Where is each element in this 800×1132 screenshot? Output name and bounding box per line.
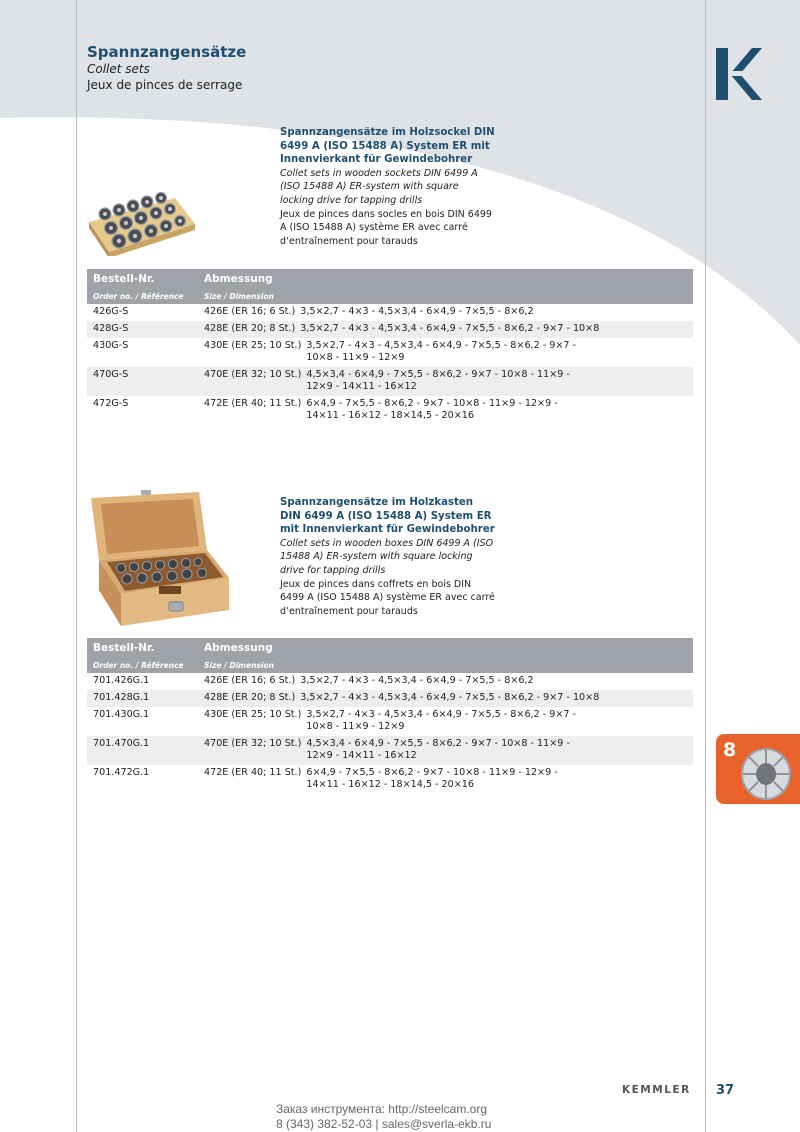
collet-type: 472E (ER 40; 11 St.) bbox=[204, 767, 302, 778]
dimensions: 3,5×2,7 - 4×3 - 4,5×3,4 - 6×4,9 - 7×5,5 - 8×6,2 bbox=[300, 675, 534, 686]
dimensions: 3,5×2,7 - 4×3 - 4,5×3,4 - 6×4,9 - 7×5,5 - 8×6,2 - 9×7 - 10×8 - 11×9 - 12×9 bbox=[306, 340, 577, 363]
order-number: 701.428G.1 bbox=[93, 692, 150, 703]
kemmler-k-logo-icon bbox=[716, 48, 762, 100]
table-header bbox=[87, 269, 693, 304]
column-header-size: Abmessung bbox=[204, 642, 273, 654]
description-en: Collet sets in wooden sockets DIN 6499 A (ISO 15488 A) ER-system with square locking drive for tapping drills bbox=[280, 167, 478, 206]
page-subtitle-fr: Jeux de pinces de serrage bbox=[87, 78, 243, 92]
table-row bbox=[87, 367, 693, 396]
order-number: 701.426G.1 bbox=[93, 675, 150, 686]
table-row bbox=[87, 321, 693, 338]
order-number: 701.470G.1 bbox=[93, 738, 150, 749]
column-header-order-no: Bestell-Nr. bbox=[93, 273, 155, 285]
column-subheader-order-no: Order no. / Référence bbox=[93, 292, 184, 301]
collet-type: 428E (ER 20; 8 St.) bbox=[204, 323, 296, 334]
collet-type: 430E (ER 25; 10 St.) bbox=[204, 709, 302, 720]
table-row bbox=[87, 396, 693, 425]
order-number: 430G-S bbox=[93, 340, 129, 351]
contact-line-phone-email: 8 (343) 382-52-03 | sales@sverla-ekb.ru bbox=[276, 1117, 492, 1131]
order-number: 701.430G.1 bbox=[93, 709, 150, 720]
order-number: 426G-S bbox=[93, 306, 129, 317]
table-row bbox=[87, 765, 693, 794]
column-header-order-no: Bestell-Nr. bbox=[93, 642, 155, 654]
description-de: Spannzangensätze im Holzkasten DIN 6499 A (ISO 15488 A) System ER mit Innenvierkant für Gewindebohrer bbox=[280, 497, 495, 536]
table-row bbox=[87, 690, 693, 707]
dimensions: 3,5×2,7 - 4×3 - 4,5×3,4 - 6×4,9 - 7×5,5 - 8×6,2 bbox=[300, 306, 534, 317]
column-subheader-order-no: Order no. / Référence bbox=[93, 661, 184, 670]
section-number: 8 bbox=[723, 739, 737, 761]
description-en: Collet sets in wooden boxes DIN 6499 A (ISO 15488 A) ER-system with square locking drive for tapping drills bbox=[280, 537, 494, 576]
product-description bbox=[280, 496, 495, 618]
brand-name: KEMMLER bbox=[622, 1084, 691, 1096]
dimensions: 4,5×3,4 - 6×4,9 - 7×5,5 - 8×6,2 - 9×7 - 10×8 - 11×9 - 12×9 - 14×11 - 16×12 bbox=[306, 738, 570, 761]
table-row bbox=[87, 736, 693, 765]
order-number: 472G-S bbox=[93, 398, 129, 409]
collet-type: 472E (ER 40; 11 St.) bbox=[204, 398, 302, 409]
order-table bbox=[87, 269, 693, 425]
column-subheader-size: Size / Dimension bbox=[204, 661, 274, 670]
column-header-size: Abmessung bbox=[204, 273, 273, 285]
dimensions: 3,5×2,7 - 4×3 - 4,5×3,4 - 6×4,9 - 7×5,5 - 8×6,2 - 9×7 - 10×8 bbox=[300, 323, 600, 334]
dimensions: 4,5×3,4 - 6×4,9 - 7×5,5 - 8×6,2 - 9×7 - 10×8 - 11×9 - 12×9 - 14×11 - 16×12 bbox=[306, 369, 570, 392]
collet-type: 430E (ER 25; 10 St.) bbox=[204, 340, 302, 351]
table-row bbox=[87, 673, 693, 690]
right-margin-rule bbox=[705, 0, 706, 1132]
section-tab[interactable] bbox=[716, 734, 800, 804]
collet-type: 426E (ER 16; 6 St.) bbox=[204, 675, 296, 686]
order-number: 701.472G.1 bbox=[93, 767, 150, 778]
order-number: 428G-S bbox=[93, 323, 129, 334]
collet-type: 470E (ER 32; 10 St.) bbox=[204, 369, 302, 380]
table-row bbox=[87, 304, 693, 321]
table-row bbox=[87, 707, 693, 736]
collets-in-wooden-socket-image bbox=[87, 176, 197, 256]
dimensions: 6×4,9 - 7×5,5 - 8×6,2 - 9×7 - 10×8 - 11×9 - 12×9 - 14×11 - 16×12 - 18×14,5 - 20×16 bbox=[306, 767, 558, 790]
dimensions: 3,5×2,7 - 4×3 - 4,5×3,4 - 6×4,9 - 7×5,5 - 8×6,2 - 9×7 - 10×8 bbox=[300, 692, 600, 703]
dimensions: 3,5×2,7 - 4×3 - 4,5×3,4 - 6×4,9 - 7×5,5 - 8×6,2 - 9×7 - 10×8 - 11×9 - 12×9 bbox=[306, 709, 577, 732]
collet-type: 470E (ER 32; 10 St.) bbox=[204, 738, 302, 749]
left-margin-rule bbox=[76, 0, 77, 1132]
collets-in-wooden-box-image bbox=[87, 490, 232, 628]
collet-type: 428E (ER 20; 8 St.) bbox=[204, 692, 296, 703]
order-table bbox=[87, 638, 693, 794]
contact-line-website: Заказ инструмента: http://steelcam.org bbox=[276, 1102, 488, 1116]
table-header bbox=[87, 638, 693, 673]
contact-info bbox=[276, 1102, 491, 1132]
page-title: Spannzangensätze bbox=[87, 43, 247, 61]
page-header bbox=[87, 43, 246, 93]
column-subheader-size: Size / Dimension bbox=[204, 292, 274, 301]
page-subtitle-en: Collet sets bbox=[87, 62, 150, 76]
collet-icon bbox=[736, 744, 796, 802]
collet-type: 426E (ER 16; 6 St.) bbox=[204, 306, 296, 317]
page-number: 37 bbox=[716, 1083, 735, 1098]
description-fr: Jeux de pinces dans coffrets en bois DIN 6499 A (ISO 15488 A) système ER avec carré d’entraînement pour tarauds bbox=[280, 578, 495, 617]
description-fr: Jeux de pinces dans socles en bois DIN 6499 A (ISO 15488 A) système ER avec carré d’entraînement pour tarauds bbox=[280, 208, 492, 247]
description-de: Spannzangensätze im Holzsockel DIN 6499 A (ISO 15488 A) System ER mit Innenvierkant für Gewindebohrer bbox=[280, 127, 495, 166]
product-description bbox=[280, 126, 495, 248]
dimensions: 6×4,9 - 7×5,5 - 8×6,2 - 9×7 - 10×8 - 11×9 - 12×9 - 14×11 - 16×12 - 18×14,5 - 20×16 bbox=[306, 398, 558, 421]
table-row bbox=[87, 338, 693, 367]
order-number: 470G-S bbox=[93, 369, 129, 380]
